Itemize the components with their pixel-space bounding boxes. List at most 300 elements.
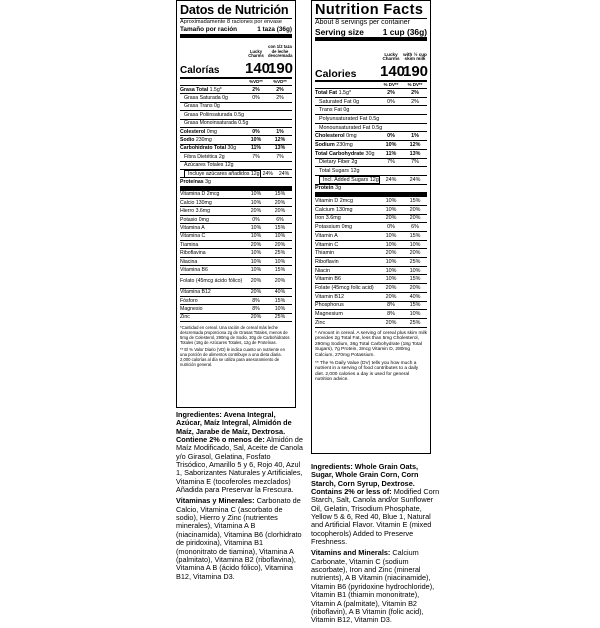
vitamin-label [180, 242, 245, 248]
nutrient-amount: 12g [369, 176, 379, 183]
macronutrient-row [315, 176, 427, 185]
nutrient-amount: 1.5g* [338, 89, 352, 96]
macronutrient-row [315, 106, 427, 115]
nutrient-amount: 230mg [336, 141, 353, 148]
nutrient-name: Tiamina [180, 241, 199, 248]
daily-value-with-milk: 2% [411, 89, 419, 96]
macronutrient-label [180, 103, 245, 109]
daily-value-cereal: 0% [252, 95, 260, 102]
daily-value-with-milk: 15% [409, 302, 421, 309]
vitamin-label [180, 208, 245, 214]
calories-value-with-milk: 190 [403, 63, 429, 80]
nutrition-panel-english [311, 0, 431, 454]
column-header-with-milk: with ½ cup skim milk [403, 51, 427, 62]
nutrient-name: Hierro [180, 208, 195, 215]
vitamin-row [315, 197, 427, 206]
daily-value-with-milk: 13% [409, 150, 421, 157]
macronutrient-label [315, 185, 380, 191]
daily-value-cereal: 8% [252, 306, 260, 313]
vitamin-list [315, 197, 427, 327]
dv-header-cereal: %VD** [249, 79, 263, 84]
nutrient-amount: 130mg [195, 199, 212, 206]
nutrient-name: Magnesium [315, 311, 343, 318]
minerals-paragraph [311, 549, 441, 624]
nutrient-name: Vitamin B6 [315, 276, 341, 283]
nutrient-name: Grasa Saturada [184, 95, 221, 102]
ingredients-spanish [176, 411, 303, 584]
nutrient-name: Potasio [180, 216, 198, 223]
nutrient-name: Folate (45mcg folic acid) [315, 284, 374, 291]
daily-value-with-milk: 20% [274, 208, 286, 215]
column-header-cereal: Lucky Charms [382, 51, 400, 62]
nutrient-name: Fibra Dietética [184, 153, 218, 160]
macronutrient-label [315, 125, 382, 131]
daily-value-with-milk: 10% [409, 241, 421, 248]
daily-value-with-milk: 13% [274, 145, 286, 152]
daily-value-cereal: 20% [385, 293, 397, 300]
daily-value-with-milk: 25% [274, 250, 286, 257]
daily-value-cereal: 24% [385, 176, 397, 183]
vitamin-label [315, 250, 380, 256]
macronutrient-label [319, 176, 380, 184]
vitamin-row [180, 275, 292, 289]
nutrient-amount: 12g [224, 162, 234, 169]
nutrient-name: Vitamina C [180, 233, 206, 240]
nutrient-name: Calcium [315, 206, 335, 213]
daily-value-with-milk: 7% [276, 153, 284, 160]
vitamin-label [180, 225, 245, 231]
macronutrient-label [315, 99, 380, 105]
vitamin-label [315, 320, 380, 326]
nutrient-name: Incluye azúcares añadidos [188, 170, 250, 177]
macronutrient-row [180, 111, 292, 119]
nutrient-amount: 0g [353, 98, 360, 105]
nutrient-amount: 0.5g [233, 111, 245, 118]
vitamin-label [315, 311, 380, 317]
nutrient-name: Cholesterol [315, 133, 345, 140]
vitamin-row [180, 207, 292, 215]
minerals-body: Carbonato de Calcio, Vitamina C (ascorbato de sodio), Hierro y Zinc (nutrientes minerales), Vitamina A B (niacinamida), Vitamina B6 (clorhidrato de piridoxina), Vitamina B1 (mononitrato de tiamina), Vitamina A (palmitato), Vitamina B2 (riboflavina), Vitamina A B (ácido fólico), Vitamina B12, Vitamina D3. [176, 496, 302, 581]
vitamin-row [315, 258, 427, 267]
ingredients-heading: Ingredients: Whole Grain Oats, Sugar, Whole Grain Corn, Corn Starch, Corn Syrup, Dextrose. Contains 2% or less of: [311, 462, 419, 497]
vitamin-row [180, 191, 292, 199]
daily-value-cereal: 0% [252, 216, 260, 223]
nutrient-name: Sodio [180, 137, 195, 144]
vitamin-label [180, 250, 245, 256]
vitamin-row [180, 233, 292, 241]
calories-value-cereal: 140 [245, 60, 271, 77]
daily-value-cereal: 20% [250, 278, 262, 285]
macronutrient-row [180, 136, 292, 144]
nutrient-amount: 0g [214, 103, 220, 110]
daily-value-cereal: 7% [252, 153, 260, 160]
nutrient-amount: 2g [218, 153, 225, 160]
nutrient-name: Carbohidrato Total [180, 145, 227, 152]
nutrient-amount: 12g [350, 168, 360, 175]
daily-value-cereal: 10% [385, 232, 397, 239]
vitamin-label [315, 268, 380, 274]
nutrient-amount: 0g [343, 107, 350, 114]
daily-value-with-milk: 40% [274, 289, 286, 296]
nutrient-name: Vitamina B6 [180, 266, 208, 273]
daily-value-cereal: 24% [262, 170, 274, 177]
vitamin-label [315, 198, 380, 204]
calories-label: Calorías [180, 65, 220, 76]
column-headers [315, 41, 427, 63]
daily-value-cereal: 10% [250, 224, 262, 231]
nutrient-name: Vitamin A [315, 232, 338, 239]
daily-value-cereal: 10% [385, 276, 397, 283]
dv-header-with-milk: %VD** [273, 79, 287, 84]
daily-value-cereal: 8% [252, 297, 260, 304]
nutrient-name: Vitamin B12 [315, 293, 344, 300]
macronutrient-row [315, 159, 427, 168]
macronutrient-row [180, 178, 292, 186]
macronutrient-label [315, 133, 380, 139]
ingredients-paragraph [176, 411, 303, 494]
daily-value-with-milk: 15% [274, 191, 286, 198]
vitamin-row [315, 267, 427, 276]
daily-value-with-milk: 24% [409, 176, 421, 183]
macronutrient-label [180, 145, 245, 151]
vitamin-label [180, 267, 245, 273]
nutrient-name: Riboflavin [315, 258, 339, 265]
nutrition-panel-spanish [176, 0, 296, 408]
calories-value-with-milk: 190 [268, 60, 294, 77]
vitamin-row [315, 310, 427, 319]
nutrient-name: Zinc [315, 319, 326, 326]
daily-value-with-milk: 2% [276, 86, 284, 93]
footnote-amount: *Cantidad en cereal. Una ración de cereal más leche descremada proporciona 2g de Grasas Totales, menos de 5mg de Colesterol, 290mg de Sodio, 30g de Carbohidratos Totales (18g de Azúcares Totales, 12g de Proteínas. [180, 325, 290, 346]
nutrient-amount: 1.5g* [209, 86, 222, 93]
daily-value-with-milk: 6% [411, 224, 419, 231]
daily-value-cereal: 20% [385, 319, 397, 326]
vitamin-row [180, 258, 292, 266]
nutrient-amount: 0.5g [238, 120, 249, 127]
daily-value-cereal: 10% [385, 141, 397, 148]
vitamin-label [315, 233, 380, 239]
calories-row [315, 63, 427, 80]
macronutrient-row [315, 167, 427, 176]
macronutrient-list [180, 86, 292, 187]
vitamin-row [180, 314, 292, 322]
macronutrient-row [180, 128, 292, 136]
vitamin-label [180, 259, 245, 265]
vitamin-row [315, 215, 427, 224]
macronutrient-row [180, 86, 292, 94]
nutrient-amount: 230mg [195, 137, 212, 144]
daily-value-with-milk: 12% [409, 141, 421, 148]
minerals-heading: Vitaminas y Minerales: [176, 496, 255, 506]
macronutrient-row [180, 153, 292, 161]
daily-value-cereal: 11% [250, 145, 262, 152]
daily-value-with-milk: 25% [409, 258, 421, 265]
macronutrient-row [315, 150, 427, 159]
macronutrient-row [315, 89, 427, 98]
daily-value-with-milk: 20% [274, 241, 286, 248]
nutrient-amount: 0mg [198, 216, 209, 223]
nutrient-name: Total Fat [315, 89, 338, 96]
daily-value-cereal: 20% [385, 215, 397, 222]
vitamin-row [315, 232, 427, 241]
vitamin-row [315, 319, 427, 328]
daily-value-with-milk: 2% [411, 98, 419, 105]
nutrient-amount: 3g [335, 185, 342, 192]
macronutrient-row [315, 132, 427, 141]
macronutrient-row [315, 124, 427, 133]
daily-value-with-milk: 15% [274, 266, 286, 273]
daily-value-with-milk: 15% [274, 224, 286, 231]
daily-value-with-milk: 40% [409, 293, 421, 300]
daily-value-cereal: 8% [387, 302, 395, 309]
column-header-cereal: Lucky Charms [248, 48, 264, 59]
vitamin-row [315, 284, 427, 293]
nutrient-name: Protein [315, 185, 334, 192]
daily-value-with-milk: 1% [411, 133, 419, 140]
daily-value-with-milk: 20% [409, 250, 421, 257]
nutrient-name: Vitamina A [180, 224, 205, 231]
vitamin-label [315, 224, 380, 230]
daily-value-with-milk: 15% [274, 297, 286, 304]
nutrient-amount: 2g [351, 159, 358, 166]
nutrient-amount: 2mcg [206, 191, 220, 198]
daily-value-with-milk: 10% [274, 233, 286, 240]
daily-value-with-milk: 10% [409, 311, 421, 318]
nutrient-name: Zinc [180, 314, 190, 321]
daily-value-with-milk: 20% [409, 206, 421, 213]
daily-value-with-milk: 6% [276, 216, 284, 223]
nutrient-amount: 0.5g [368, 115, 380, 122]
macronutrient-list [315, 89, 427, 193]
footnote-amount: * Amount in cereal. A serving of cereal plus skim milk provides 2g Total Fat, less than 5mg Cholesterol, 290mg Sodium, 36g Total Carbohydrate (18g Total Sugars), 7g Protein, 3mcg Vitamin D, 280mg Calcium, 270mg Potassium. [315, 330, 427, 358]
nutrient-name: Folato (45mcg ácido fólico) [180, 278, 243, 285]
nutrient-amount: 2mcg [339, 198, 353, 205]
nutrient-name: Calcio [180, 199, 195, 206]
daily-value-cereal: 10% [250, 137, 262, 144]
footnote-daily-value: ** The % Daily Value (DV) tells you how much a nutrient in a serving of food contributes to a daily diet. 2,000 calories a day is used for general nutrition advice. [315, 360, 419, 383]
daily-value-cereal: 10% [385, 198, 397, 205]
daily-value-cereal: 20% [385, 284, 397, 291]
vitamin-row [315, 293, 427, 302]
vitamin-label [180, 200, 245, 206]
macronutrient-label [180, 179, 245, 185]
daily-value-cereal: 10% [385, 267, 397, 274]
vitamin-label [180, 217, 245, 223]
footnotes [315, 328, 427, 383]
daily-value-with-milk: 20% [274, 278, 286, 285]
nutrient-amount: 130mg [335, 206, 353, 213]
nutrient-amount: 12g [250, 170, 260, 177]
minerals-heading: Vitamins and Minerals: [311, 548, 391, 558]
nutrient-amount: 3.6mg [195, 208, 210, 215]
nutrient-name: Trans Fat [319, 107, 342, 114]
ingredients-body: Modified Corn Starch, Salt, Canola and/or Sunflower Oil, Gelatin, Trisodium Phosphate, Yellow 5 & 6, Red 40, Blue 1, Natural and Artificial Flavor. Vitamin E (mixed tocopherols) Added to Preserve Freshness. [311, 487, 440, 547]
macronutrient-row [180, 170, 292, 178]
vitamin-row [180, 289, 292, 297]
nutrient-name: Magnesio [180, 306, 203, 313]
macronutrient-label [180, 154, 245, 160]
nutrient-name: Iron [315, 215, 325, 222]
vitamin-label [315, 294, 380, 300]
vitamin-label [315, 276, 380, 282]
vitamin-label [180, 289, 245, 295]
nutrient-amount: 0mg [206, 128, 217, 135]
nutrient-name: Niacin [315, 267, 330, 274]
macronutrient-label [315, 142, 380, 148]
nutrient-name: Incl. Added Sugars [323, 176, 369, 183]
macronutrient-label [180, 120, 248, 126]
nutrient-amount: 3g [205, 178, 211, 185]
daily-value-with-milk: 25% [409, 319, 421, 326]
dv-header-with-milk: % DV** [407, 82, 423, 87]
macronutrient-row [315, 141, 427, 150]
daily-value-with-milk: 10% [409, 267, 421, 274]
daily-value-with-milk: 2% [276, 95, 284, 102]
serving-size-row [180, 26, 292, 34]
macronutrient-label [315, 107, 380, 113]
daily-value-cereal: 0% [387, 224, 395, 231]
daily-value-with-milk: 7% [411, 159, 419, 166]
macronutrient-label [184, 170, 261, 178]
vitamin-row [315, 206, 427, 215]
vitamin-row [180, 199, 292, 207]
daily-value-cereal: 7% [387, 159, 395, 166]
nutrient-name: Polyunsaturated Fat [319, 115, 368, 122]
panel-title: Nutrition Facts [315, 2, 424, 18]
vitamin-row [315, 302, 427, 311]
macronutrient-row [180, 103, 292, 111]
servings-per-container: About 8 servings per container [315, 19, 410, 26]
macronutrient-label [180, 87, 245, 93]
footnotes [180, 322, 292, 367]
vitamin-list [180, 191, 292, 322]
vitamin-row [180, 216, 292, 224]
daily-value-cereal: 10% [250, 258, 262, 265]
ingredients-body: Almidón de Maíz Modificado, Sal, Aceite de Canola y/o Girasol, Gelatina, Fosfato Trisódico, Amarillo 5 y 6, Rojo 40, Azul 1, Saborizantes Naturales y Artificiales, Vitamina E (tocoferoles mezclados) Añadida para Preservar la Frescura. [176, 435, 303, 495]
nutrient-name: Grasa Monoinsaturada [184, 120, 237, 127]
nutrient-name: Sodium [315, 141, 335, 148]
vitamin-label [180, 298, 245, 304]
daily-value-cereal: 10% [385, 241, 397, 248]
nutrient-amount: 0g [222, 95, 228, 102]
calories-label: Calories [315, 68, 357, 80]
vitamin-row [180, 241, 292, 249]
daily-value-cereal: 0% [387, 98, 395, 105]
daily-value-with-milk: 15% [409, 198, 421, 205]
daily-value-cereal: 20% [250, 314, 262, 321]
nutrient-name: Grasa Total [180, 86, 209, 93]
nutrient-amount: 0mg [346, 133, 357, 140]
daily-value-cereal: 2% [387, 89, 395, 96]
nutrient-name: Vitamin C [315, 241, 339, 248]
vitamin-row [180, 305, 292, 313]
nutrient-name: Proteínas [180, 178, 204, 185]
minerals-body: Calcium Carbonate, Vitamin C (sodium ascorbate), Iron and Zinc (mineral nutrients), A B Vitamin (niacinamide), Vitamin B6 (pyridoxine hydrochloride), Vitamin B1 (thiamin mononitrate), Vitamin A (palmitate), Vitamin B2 (riboflavin), A B Vitamin (folic acid), Vitamin B12, Vitamin D3. [311, 548, 435, 625]
vitamin-row [180, 297, 292, 305]
daily-value-cereal: 10% [250, 233, 262, 240]
nutrient-name: Potassium [315, 224, 341, 231]
vitamin-label [315, 242, 380, 248]
nutrient-amount: 0.5g [371, 124, 383, 131]
daily-value-with-milk: 10% [274, 306, 286, 313]
vitamin-label [315, 285, 380, 291]
nutrient-name: Total Sugars [319, 168, 349, 175]
servings-per-container: Aproximadamente 8 raciones por envase [180, 19, 282, 25]
vitamin-label [180, 233, 245, 239]
macronutrient-label [180, 137, 245, 143]
nutrient-amount: 30g [365, 150, 375, 157]
daily-value-with-milk: 20% [274, 199, 286, 206]
nutrient-name: Vitamina D [180, 191, 206, 198]
macronutrient-label [315, 90, 380, 96]
calories-value-cereal: 140 [380, 63, 406, 80]
vitamin-row [180, 224, 292, 232]
nutrient-name: Phosphorus [315, 302, 344, 309]
daily-value-with-milk: 20% [409, 215, 421, 222]
vitamin-label [180, 306, 245, 312]
serving-size-row [315, 27, 427, 37]
serving-size-value: 1 taza (36g) [257, 26, 292, 33]
footnote-daily-value: ** El % Valor Diario (VD) le indica cuanto un nutriente en una porción de alimentos contribuye a una dieta diaria. 2,000 calorías al día se utiliza para asesoramiento de nutrición general. [180, 347, 285, 368]
daily-value-cereal: 2% [252, 86, 260, 93]
macronutrient-row [180, 145, 292, 153]
vitamin-label [315, 207, 380, 213]
nutrient-name: Saturated Fat [319, 98, 352, 105]
daily-value-cereal: 0% [252, 128, 260, 135]
daily-value-with-milk: 1% [276, 128, 284, 135]
vitamin-label [180, 191, 245, 197]
vitamin-label [180, 278, 245, 284]
vitamin-row [315, 223, 427, 232]
nutrient-name: Vitamina B12 [180, 289, 211, 296]
nutrient-name: Fósforo [180, 297, 198, 304]
daily-value-cereal: 20% [250, 241, 262, 248]
macronutrient-row [315, 98, 427, 107]
serving-size-value: 1 cup (36g) [382, 27, 427, 37]
daily-value-cereal: 20% [250, 289, 262, 296]
nutrient-amount: 0mg [341, 224, 353, 231]
daily-value-with-milk: 25% [274, 314, 286, 321]
nutrient-name: Dietary Fiber [319, 159, 350, 166]
serving-size-label: Serving size [315, 27, 364, 37]
macronutrient-label [315, 159, 380, 165]
daily-value-cereal: 10% [250, 191, 262, 198]
daily-value-with-milk: 15% [409, 276, 421, 283]
macronutrient-label [180, 112, 245, 118]
column-header-with-milk: con 1/2 taza de leche descremada [268, 44, 293, 59]
vitamin-row [180, 266, 292, 274]
macronutrient-label [180, 129, 245, 135]
nutrient-amount: 3.6mg [325, 215, 341, 222]
macronutrient-row [180, 120, 292, 128]
nutrient-name: Niacina [180, 258, 198, 265]
macronutrient-label [315, 151, 380, 157]
panel-title: Datos de Nutrición [180, 3, 289, 17]
serving-size-label: Tamaño por ración [180, 26, 238, 33]
ingredients-heading: Ingredientes: Avena Integral, Azúcar, Maíz Integral, Almidón de Maíz, Jarabe de Maíz, Dextrosa. Contiene 2% o menos de: [176, 410, 292, 445]
daily-value-cereal: 11% [385, 150, 397, 157]
nutrient-name: Monounsaturated Fat [319, 124, 371, 131]
daily-value-cereal: 8% [387, 311, 395, 318]
ingredients-english [311, 463, 441, 628]
vitamin-label [315, 259, 380, 265]
calories-row [180, 60, 292, 77]
macronutrient-label [180, 162, 245, 168]
daily-value-cereal: 20% [250, 208, 262, 215]
daily-value-cereal: 10% [250, 199, 262, 206]
nutrient-name: Grasa Poliinsaturada [184, 111, 233, 118]
nutrient-name: Colesterol [180, 128, 206, 135]
